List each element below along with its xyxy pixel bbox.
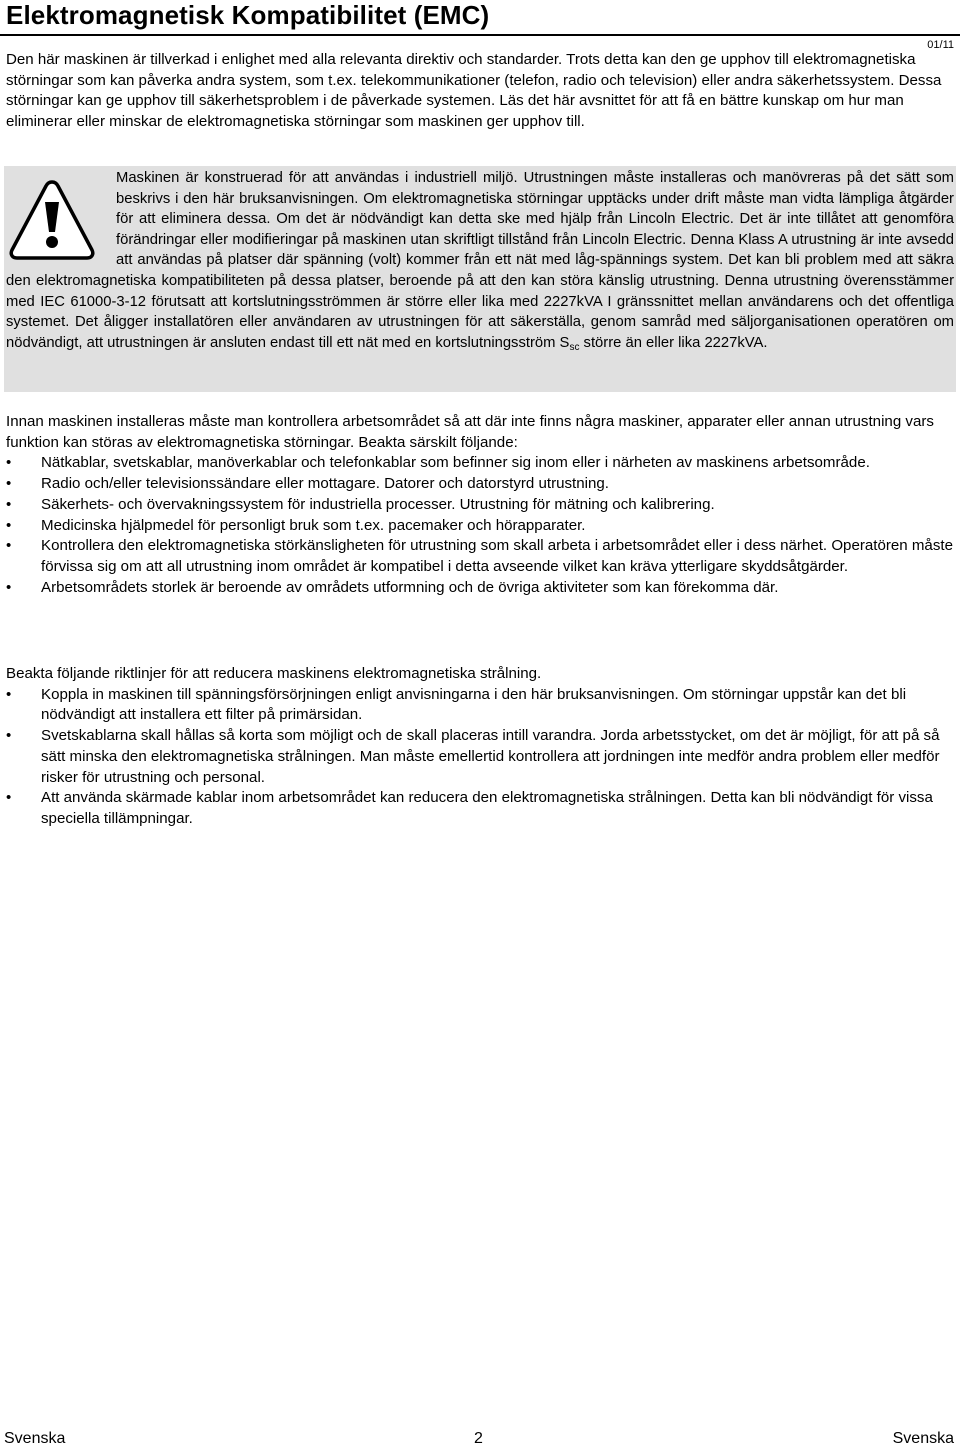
bullet-list	[6, 685, 954, 830]
bullet-icon: •	[6, 516, 12, 534]
section-intro: Innan maskinen installeras måste man kontrollera arbetsområdet så att där inte finns några maskiner, apparater eller annan utrustning vars funktion kan störas av elektromagnetiska störningar. Beakta särskilt följande:	[6, 413, 934, 451]
page-number: 2	[474, 1430, 483, 1447]
footer-language-right: Svenska	[892, 1430, 954, 1447]
bullet-icon: •	[6, 789, 12, 807]
bullet-list	[6, 453, 954, 598]
bullet-icon: •	[6, 495, 12, 513]
list-item: • Att använda skärmade kablar inom arbetsområdet kan reducera den elektromagnetiska strålningen. Detta kan bli nödvändigt för vissa speciella tillämpningar.	[6, 789, 933, 827]
list-item: • Kontrollera den elektromagnetiska störkänsligheten för utrustning som skall arbeta i arbetsområdet eller i dess närhet. Operatören måste förvissa sig om att all utrustning inom området är kompatibel i detta avseende vilket kan kräva ytterligare skyddsåtgärder.	[6, 537, 953, 575]
intro-paragraph: Den här maskinen är tillverkad i enlighet med alla relevanta direktiv och standarder. Trots detta kan den ge upphov till elektromagnetiska störningar som kan påverka andra system, som t.ex. telekommunikationer (telefon, radio och television) eller andra säkerhetssystem. Dessa störningar kan ge upphov till säkerhetsproblem i de påverkade systemen. Läs det här avsnittet för att få en bättre kunskap om hur man eliminerar eller minskar de elektromagnetiska störningar som maskinen ger upphov till.	[6, 51, 942, 131]
subscript-sc: sc	[569, 341, 580, 353]
section-installation	[6, 412, 954, 598]
bullet-icon: •	[6, 475, 12, 493]
bullet-icon: •	[6, 537, 12, 555]
document-code: 01/11	[927, 39, 954, 51]
list-item: • Radio och/eller televisionssändare eller mottagare. Datorer och datorstyrd utrustning.	[6, 474, 954, 495]
list-item: • Medicinska hjälpmedel för personligt bruk som t.ex. pacemaker och hörapparater.	[6, 516, 954, 537]
list-item: • Svetskablarna skall hållas så korta som möjligt och de skall placeras intill varandra. Jorda arbetsstycket, om det är möjligt, för att på så sätt minska den elektromagnetiska strålningen. Man måste emellertid kontrollera att jordningen inte medför andra problem eller medför risker för utrustning och personal.	[6, 727, 940, 786]
page-title: Elektromagnetisk Kompatibilitet (EMC)	[6, 0, 490, 30]
warning-text-tail: större än eller lika 2227kVA.	[579, 334, 768, 351]
list-item: • Nätkablar, svetskablar, manöverkablar och telefonkablar som befinner sig inom eller i närheten av maskinens arbetsområde.	[6, 453, 954, 474]
warning-text: Maskinen är konstruerad för att användas i industriell miljö. Utrustningen måste installeras och manövreras på det sätt som beskrivs i den här bruksanvisningen. Om elektromagnetiska störningar upptäcks under drift måste man vidta lämpliga åtgärder för att eliminera dessa. Om det är nödvändigt kan detta ske med hjälp från Lincoln Electric. Det är inte tillåtet att genomföra förändringar eller modifieringar på maskinen utan skriftligt tillstånd från Lincoln Electric. Denna Klass A utrustning är inte avsedd att användas på platser där spänning (volt) kommer från ett nät med låg-spännings system. Det kan bli problem med att säkra den elektromagnetiska kompatibiliteten på dessa platser, beroende på att den kan störa känslig utrustning. Denna utrustning överensstämmer med IEC 61000-3-12 förutsatt att kortslutningsströmmen är större eller lika med 2227kVA I gränssnittet mellan användarens och det offentliga systemet. Det åligger installatören eller användaren av utrustningen för att säkerställa, genom samråd med säljorganisationen operatören om nödvändigt, att utrustningen är ansluten endast till ett nät med en kortslutningsström S	[6, 170, 954, 351]
bullet-icon: •	[6, 578, 12, 596]
bullet-icon: •	[6, 685, 12, 703]
list-item: • Arbetsområdets storlek är beroende av områdets utformning och de övriga aktiviteter som kan förekomma där.	[6, 578, 954, 599]
title-divider	[0, 34, 960, 36]
section-intro: Beakta följande riktlinjer för att reducera maskinens elektromagnetiska strålning.	[6, 665, 542, 682]
bullet-icon: •	[6, 727, 12, 745]
bullet-icon: •	[6, 454, 12, 472]
footer-language-left: Svenska	[4, 1430, 66, 1447]
warning-paragraph	[6, 168, 954, 358]
list-item: • Koppla in maskinen till spänningsförsörjningen enligt anvisningarna i den här bruksanvisningen. Om störningar uppstår kan det bli nödvändigt att installera ett filter på primärsidan.	[6, 685, 907, 724]
list-item: • Säkerhets- och övervakningssystem för industriella processer. Utrustning för mätning och kalibrering.	[6, 495, 954, 516]
section-emission	[6, 664, 954, 830]
